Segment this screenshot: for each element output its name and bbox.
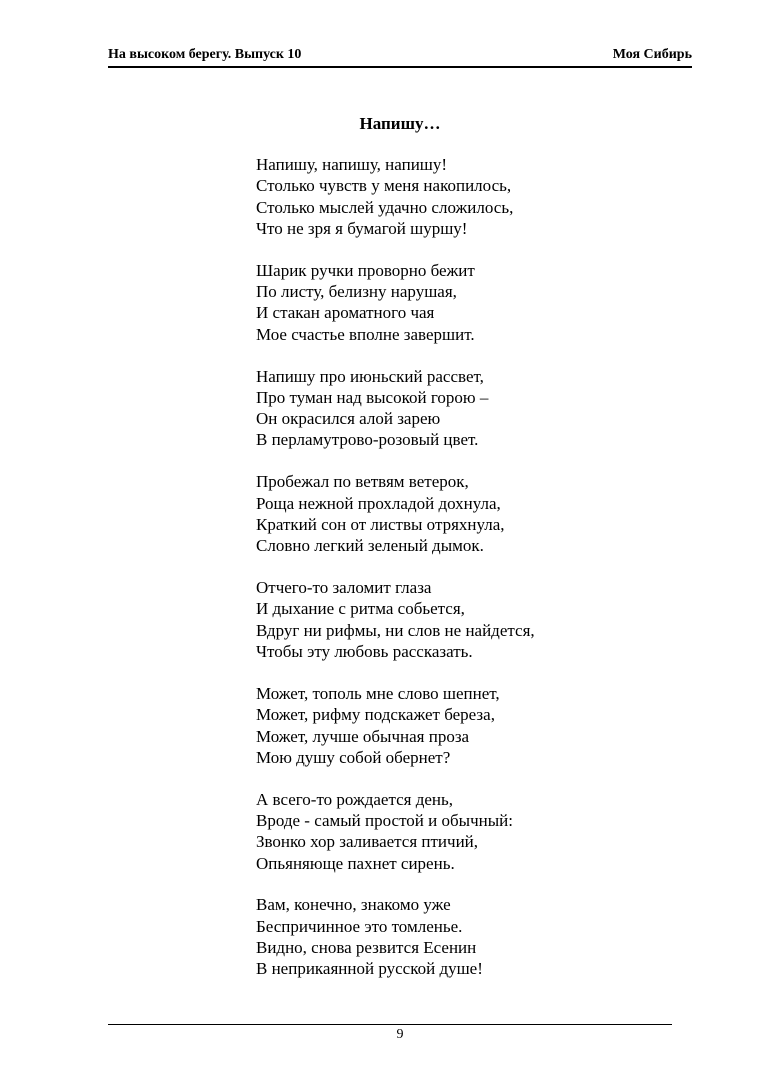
- poem-line: Роща нежной прохладой дохнула,: [256, 493, 501, 513]
- stanza: [256, 366, 535, 451]
- poem-line: Шарик ручки проворно бежит: [256, 260, 475, 280]
- poem-line: Беспричинное это томленье.: [256, 916, 463, 936]
- stanza: [256, 471, 535, 556]
- poem-line: Столько мыслей удачно сложилось,: [256, 197, 514, 217]
- poem-line: Напишу, напишу, напишу!: [256, 155, 448, 174]
- stanza: [256, 260, 535, 345]
- poem-line: Мое счастье вполне завершит.: [256, 324, 475, 344]
- poem-line: И стакан ароматного чая: [256, 303, 435, 323]
- poem-line: Про туман над высокой горою –: [256, 387, 489, 407]
- poem-line: Отчего-то заломит глаза: [256, 578, 432, 598]
- header-section-title: Моя Сибирь: [612, 47, 692, 62]
- footer-divider: [108, 1024, 672, 1025]
- stanza: [256, 683, 535, 768]
- poem-line: Он окрасился алой зарею: [256, 409, 441, 429]
- poem-line: Вам, конечно, знакомо уже: [256, 895, 451, 915]
- poem-line: Звонко хор заливается птичий,: [256, 832, 479, 852]
- poem-line: В перламутрово-розовый цвет.: [256, 430, 479, 450]
- poem-line: Мою душу собой обернет?: [256, 747, 451, 767]
- poem-line: И дыхание с ритма собьется,: [256, 599, 465, 619]
- poem-line: Вроде - самый простой и обычный:: [256, 810, 513, 830]
- stanza: [256, 894, 535, 979]
- poem-line: А всего-то рождается день,: [256, 789, 454, 809]
- stanza: [256, 789, 535, 874]
- poem-line: Может, рифму подскажет береза,: [256, 705, 495, 725]
- stanza: [256, 577, 535, 662]
- stanza: [256, 154, 535, 239]
- poem-title: Напишу…: [359, 114, 441, 133]
- poem-line: Пробежал по ветвям ветерок,: [256, 472, 469, 492]
- poem-line: Краткий сон от листвы отряхнула,: [256, 514, 505, 534]
- poem-line: Вдруг ни рифмы, ни слов не найдется,: [256, 620, 535, 640]
- poem-line: Словно легкий зеленый дымок.: [256, 536, 484, 556]
- running-header: [108, 46, 692, 68]
- poem-line: Что не зря я бумагой шуршу!: [256, 218, 468, 238]
- poem-line: Может, лучше обычная проза: [256, 726, 470, 746]
- poem-line: В неприкаянной русской душе!: [256, 959, 483, 979]
- poem-line: Столько чувств у меня накопилось,: [256, 176, 512, 196]
- poem-line: Опьяняюще пахнет сирень.: [256, 853, 455, 873]
- poem-line: По листу, белизну нарушая,: [256, 282, 457, 302]
- poem-line: Чтобы эту любовь рассказать.: [256, 642, 473, 662]
- poem-line: Видно, снова резвится Есенин: [256, 938, 477, 958]
- poem-body: [256, 154, 535, 1000]
- header-collection-title: На высоком берегу. Выпуск 10: [108, 47, 302, 62]
- page-number: 9: [396, 1027, 404, 1042]
- poem-line: Напишу про июньский рассвет,: [256, 366, 484, 386]
- poem-line: Может, тополь мне слово шепнет,: [256, 683, 500, 703]
